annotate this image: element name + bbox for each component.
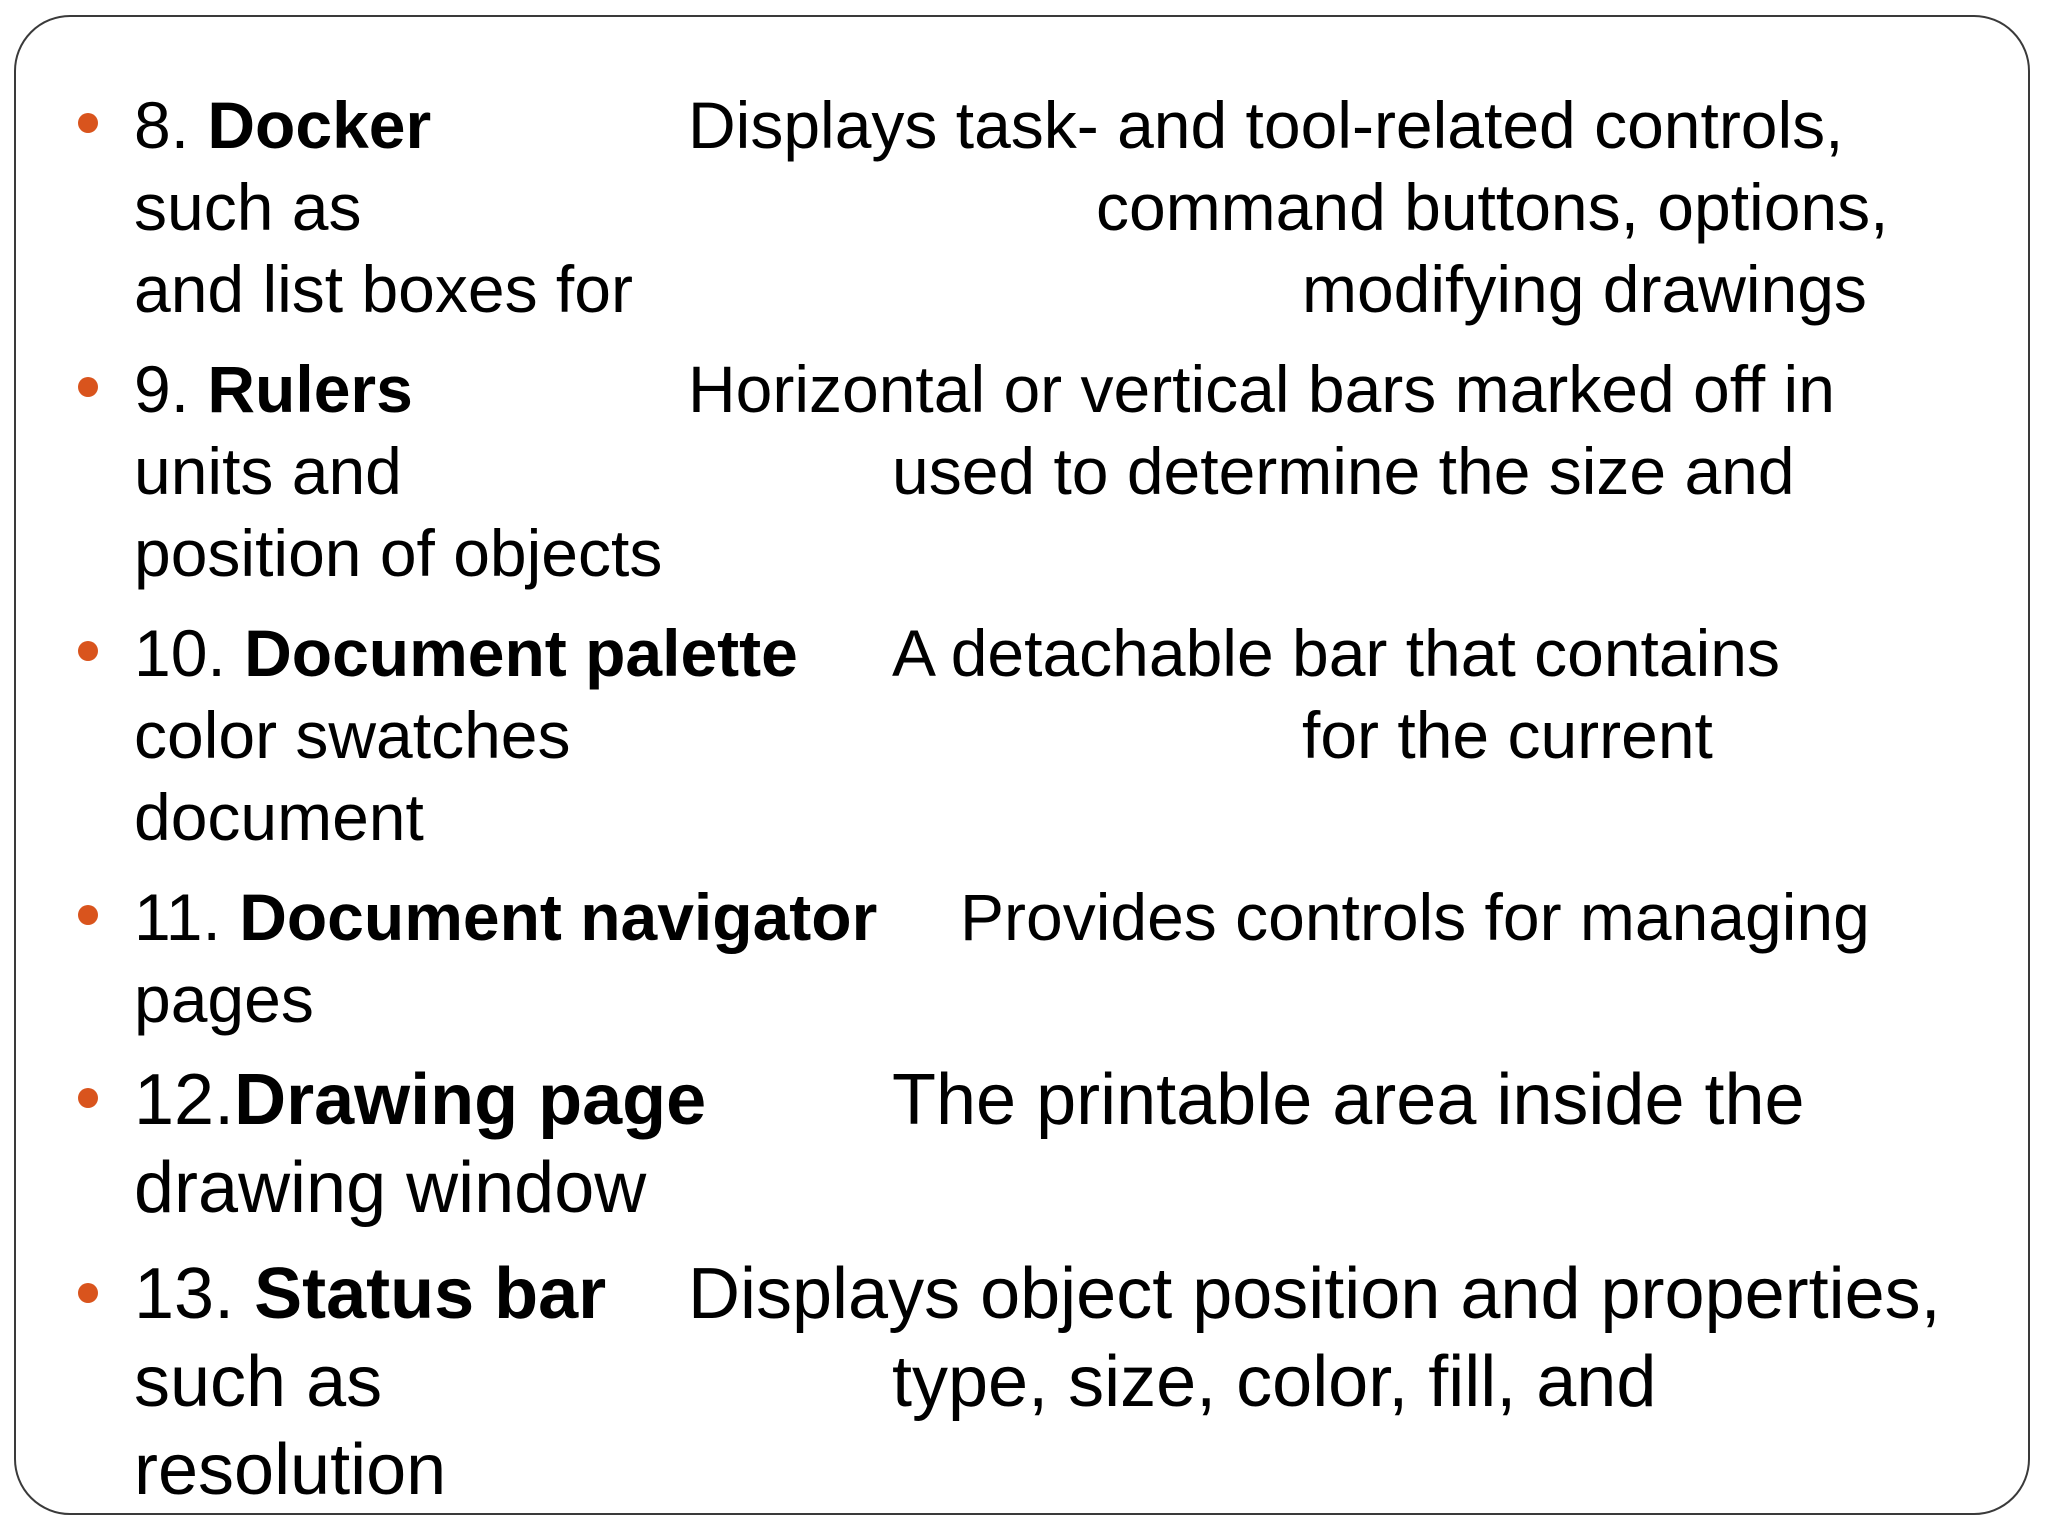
item-12-term: Drawing page [234, 1060, 707, 1140]
item-12-number: 12. [134, 1060, 235, 1140]
item-8-line-1: Displays task- and tool-related controls, [688, 88, 1844, 162]
item-12-line-2: drawing window [134, 1148, 647, 1228]
item-13-term: Status bar [254, 1254, 607, 1334]
item-8-line-5: modifying drawings [1302, 252, 1867, 326]
item-9-heading [134, 352, 413, 426]
item-12-heading [134, 1060, 707, 1140]
item-9-line-4: position of objects [134, 516, 663, 590]
item-10-heading [134, 616, 798, 690]
item-10-line-3: for the current [1302, 698, 1713, 772]
item-11-line-2: pages [134, 962, 314, 1036]
item-10-number: 10. [134, 616, 245, 690]
item-13-line-4: resolution [134, 1430, 447, 1510]
bullet-dot-icon [78, 905, 98, 925]
item-8-line-4: and list boxes for [134, 252, 633, 326]
item-12-line-1: The printable area inside the [892, 1060, 1805, 1140]
item-11-number: 11. [134, 880, 240, 954]
item-9-number: 9. [134, 352, 208, 426]
item-13-number: 13. [134, 1254, 255, 1334]
bullet-dot-icon [78, 1283, 98, 1303]
item-11-heading [134, 880, 878, 954]
bullet-dot-icon [78, 377, 98, 397]
item-8-term: Docker [207, 88, 432, 162]
item-9-line-1: Horizontal or vertical bars marked off in [688, 352, 1835, 426]
item-8-number: 8. [134, 88, 208, 162]
item-9-line-3: used to determine the size and [892, 434, 1795, 508]
item-9-line-2: units and [134, 434, 402, 508]
item-10-term: Document palette [244, 616, 798, 690]
item-8-heading [134, 88, 432, 162]
item-8-line-2: such as [134, 170, 362, 244]
item-8-line-3: command buttons, options, [1096, 170, 1889, 244]
item-13-line-3: type, size, color, fill, and [892, 1342, 1657, 1422]
item-13-line-2: such as [134, 1342, 383, 1422]
item-10-line-4: document [134, 780, 424, 854]
item-11-term: Document navigator [239, 880, 878, 954]
item-10-line-2: color swatches [134, 698, 571, 772]
item-9-term: Rulers [207, 352, 413, 426]
item-13-heading [134, 1254, 607, 1334]
bullet-dot-icon [78, 1088, 98, 1108]
item-13-line-1: Displays object position and properties, [688, 1254, 1941, 1334]
item-10-line-1: A detachable bar that contains [892, 616, 1780, 690]
bullet-dot-icon [78, 641, 98, 661]
bullet-dot-icon [78, 113, 98, 133]
item-11-line-1: Provides controls for managing [960, 880, 1870, 954]
